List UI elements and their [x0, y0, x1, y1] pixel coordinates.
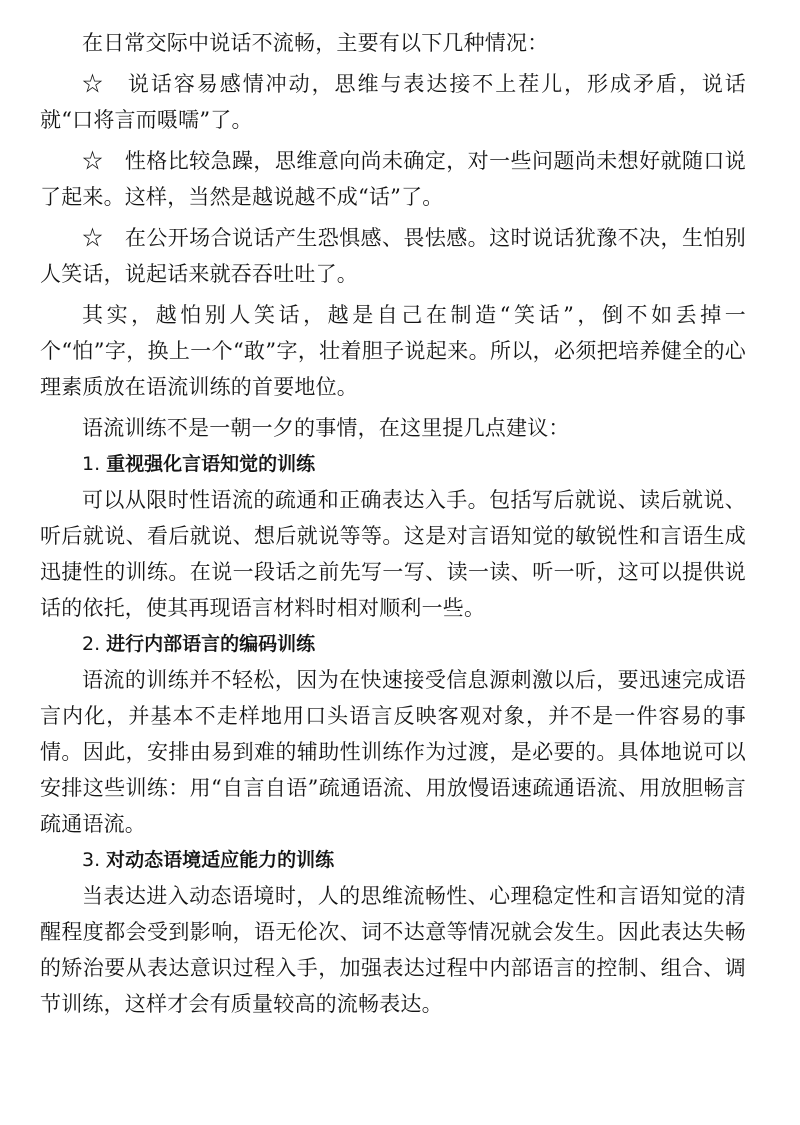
section-title-1: 重视强化言语知觉的训练: [106, 453, 316, 475]
section-title-2: 进行内部语言的编码训练: [106, 633, 316, 655]
bullet-text-1: 说话容易感情冲动，思维与表达接不上茬儿，形成矛盾，说话就“口将言而嗫嚅”了。: [40, 72, 747, 132]
bullet-paragraph-3: [40, 220, 746, 292]
suggestion-paragraph: 语流训练不是一朝一夕的事情，在这里提几点建议：: [82, 416, 570, 440]
section-number-1: 1.: [82, 453, 101, 475]
bullet-paragraph-1: [40, 66, 746, 138]
section-number-2: 2.: [82, 633, 101, 655]
star-icon: ☆: [82, 226, 104, 250]
section-heading-3: [40, 842, 746, 878]
bullet-text-2: 性格比较急躁，思维意向尚未确定，对一些问题尚未想好就随口说了起来。这样，当然是越说越不成“话”了。: [40, 149, 746, 209]
section-body-2: 语流的训练并不轻松，因为在快速接受信息源刺激以后，要迅速完成语言内化，并基本不走样地用口头语言反映客观对象，并不是一件容易的事情。因此，安排由易到难的辅助性训练作为过渡，是必要的。具体地说可以安排这些训练：用“自言自语”疏通语流、用放慢语速疏通语流、用放胆畅言疏通语流。: [40, 668, 746, 836]
section-number-3: 3.: [82, 849, 101, 871]
section-body-3: 当表达进入动态语境时，人的思维流畅性、心理稳定性和言语知觉的清醒程度都会受到影响，语无伦次、词不达意等情况就会发生。因此表达失畅的矫治要从表达意识过程入手，加强表达过程中内部语言的控制、组合、调节训练，这样才会有质量较高的流畅表达。: [40, 884, 746, 1016]
section-heading-2: [40, 626, 746, 662]
courage-paragraph: 其实，越怕别人笑话，越是自己在制造“笑话”，倒不如丢掉一个“怕”字，换上一个“敢”字，壮着胆子说起来。所以，必须把培养健全的心理素质放在语流训练的首要地位。: [40, 303, 746, 399]
section-title-3: 对动态语境适应能力的训练: [106, 849, 335, 871]
section-body-1: 可以从限时性语流的疏通和正确表达入手。包括写后就说、读后就说、听后就说、看后就说、想后就说等等。这是对言语知觉的敏锐性和言语生成迅捷性的训练。在说一段话之前先写一写、读一读、听一听，这可以提供说话的依托，使其再现语言材料时相对顺利一些。: [40, 488, 746, 620]
star-icon: ☆: [82, 149, 104, 173]
section-heading-1: [40, 446, 746, 482]
intro-paragraph: 在日常交际中说话不流畅，主要有以下几种情况：: [82, 31, 549, 55]
bullet-text-3: 在公开场合说话产生恐惧感、畏怯感。这时说话犹豫不决，生怕别人笑话，说起话来就吞吞吐吐了。: [40, 226, 746, 286]
bullet-paragraph-2: [40, 143, 746, 215]
star-icon: ☆: [82, 72, 105, 96]
